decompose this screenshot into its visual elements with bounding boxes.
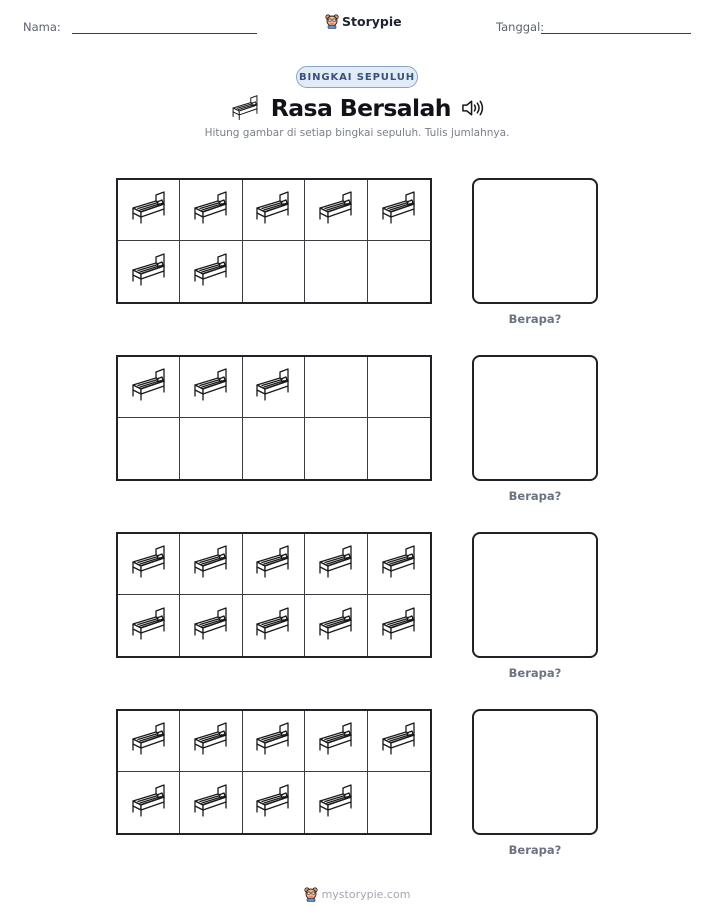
ten-frame-cell <box>118 241 180 302</box>
ten-frame-cell <box>118 418 180 479</box>
ten-frame-2 <box>116 355 432 481</box>
bed-icon <box>253 545 293 583</box>
bed-icon <box>230 94 261 122</box>
title-row <box>230 92 484 124</box>
ten-frame-3 <box>116 532 432 658</box>
answer-box-3[interactable] <box>472 532 598 658</box>
ten-frame-cell <box>243 180 305 241</box>
bed-icon <box>129 191 169 229</box>
ten-frame-cell <box>368 357 430 418</box>
bed-icon <box>316 191 356 229</box>
mascot-icon <box>304 886 318 902</box>
ten-frame-cell <box>243 711 305 772</box>
ten-frame-cell <box>180 711 242 772</box>
ten-frame-cell <box>368 534 430 595</box>
ten-frame-cell <box>243 418 305 479</box>
bed-icon <box>253 191 293 229</box>
bed-icon <box>316 722 356 760</box>
mascot-icon <box>325 13 339 29</box>
ten-frame-cell <box>368 241 430 302</box>
date-line[interactable] <box>541 33 691 34</box>
answer-label-3: Berapa? <box>508 666 562 680</box>
bed-icon <box>129 722 169 760</box>
bed-icon <box>191 368 231 406</box>
ten-frame-4 <box>116 709 432 835</box>
date-label: Tanggal: <box>496 20 545 34</box>
ten-frame-cell <box>368 711 430 772</box>
page-title: Rasa Bersalah <box>270 94 451 122</box>
bed-icon <box>316 607 356 645</box>
bed-icon <box>129 545 169 583</box>
ten-frame-cell <box>180 357 242 418</box>
ten-frame-cell <box>305 711 367 772</box>
bed-icon <box>253 607 293 645</box>
ten-frame-cell <box>305 595 367 656</box>
worksheet-type-badge: BINGKAI SEPULUH <box>296 66 418 88</box>
answer-box-2[interactable] <box>472 355 598 481</box>
ten-frame-cell <box>243 534 305 595</box>
brand-logo <box>325 13 402 29</box>
bed-icon <box>191 545 231 583</box>
ten-frame-cell <box>305 357 367 418</box>
bed-icon <box>191 253 231 291</box>
answer-label-2: Berapa? <box>508 489 562 503</box>
ten-frame-cell <box>180 241 242 302</box>
bed-icon <box>253 784 293 822</box>
ten-frame-cell <box>180 772 242 833</box>
name-line[interactable] <box>72 33 257 34</box>
bed-icon <box>191 722 231 760</box>
bed-icon <box>191 784 231 822</box>
bed-icon <box>253 368 293 406</box>
bed-icon <box>316 784 356 822</box>
brand-name: Storypie <box>342 13 402 29</box>
ten-frame-cell <box>305 418 367 479</box>
ten-frame-cell <box>243 595 305 656</box>
answer-box-1[interactable] <box>472 178 598 304</box>
answer-label-1: Berapa? <box>508 312 562 326</box>
ten-frame-cell <box>368 418 430 479</box>
bed-icon <box>379 545 419 583</box>
ten-frame-cell <box>243 772 305 833</box>
ten-frame-cell <box>305 772 367 833</box>
bed-icon <box>129 607 169 645</box>
bed-icon <box>379 607 419 645</box>
ten-frame-cell <box>180 595 242 656</box>
ten-frame-cell <box>243 357 305 418</box>
speaker-icon[interactable] <box>461 99 484 117</box>
answer-box-4[interactable] <box>472 709 598 835</box>
ten-frame-cell <box>118 180 180 241</box>
bed-icon <box>129 253 169 291</box>
footer <box>0 886 714 902</box>
ten-frame-cell <box>305 534 367 595</box>
instructions: Hitung gambar di setiap bingkai sepuluh. Tulis jumlahnya. <box>204 127 510 139</box>
footer-url[interactable]: mystorypie.com <box>321 887 411 901</box>
ten-frame-cell <box>118 534 180 595</box>
bed-icon <box>253 722 293 760</box>
ten-frame-cell <box>305 180 367 241</box>
ten-frame-cell <box>180 180 242 241</box>
ten-frame-cell <box>368 595 430 656</box>
ten-frame-cell <box>118 711 180 772</box>
bed-icon <box>379 722 419 760</box>
ten-frame-cell <box>368 772 430 833</box>
bed-icon <box>379 191 419 229</box>
ten-frame-1 <box>116 178 432 304</box>
answer-label-4: Berapa? <box>508 843 562 857</box>
bed-icon <box>191 607 231 645</box>
ten-frame-cell <box>305 241 367 302</box>
bed-icon <box>191 191 231 229</box>
ten-frame-cell <box>243 241 305 302</box>
bed-icon <box>129 784 169 822</box>
bed-icon <box>316 545 356 583</box>
ten-frame-cell <box>118 772 180 833</box>
ten-frame-cell <box>368 180 430 241</box>
ten-frame-cell <box>118 357 180 418</box>
ten-frame-cell <box>180 534 242 595</box>
ten-frame-cell <box>180 418 242 479</box>
ten-frame-cell <box>118 595 180 656</box>
name-label: Nama: <box>23 20 61 34</box>
bed-icon <box>129 368 169 406</box>
